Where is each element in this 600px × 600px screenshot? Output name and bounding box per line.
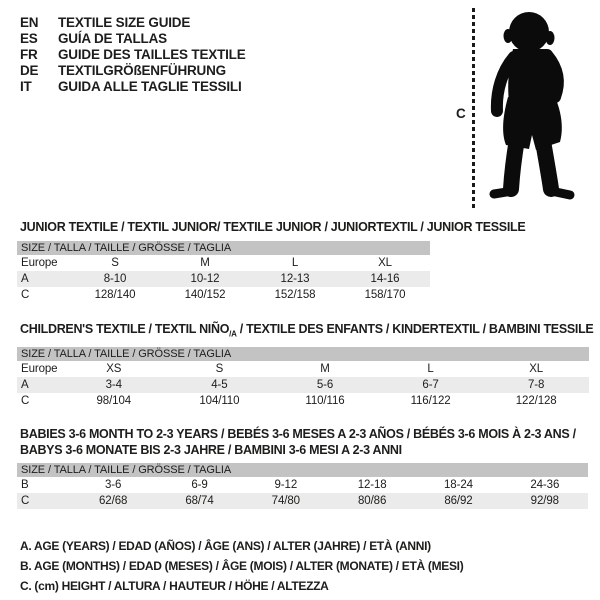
- table-cell: 6-9: [191, 479, 208, 491]
- table-row-age: [17, 377, 589, 393]
- lang-row-it: [20, 79, 246, 95]
- table-cell: XL: [378, 257, 392, 269]
- table-cell: 122/128: [515, 395, 557, 407]
- table-cell: S: [215, 363, 224, 375]
- lang-row-en: [20, 15, 246, 31]
- table-cell: 3-4: [105, 379, 122, 391]
- table-cell: 14-16: [370, 273, 400, 285]
- lang-code: IT: [20, 79, 32, 94]
- lang-label: GUIDA ALLE TAGLIE TESSILI: [58, 79, 242, 94]
- babies-title-line1: BABIES 3-6 MONTH TO 2-3 YEARS / BEBÉS 3-6 MESES A 2-3 AÑOS / BÉBÉS 3-6 MOIS À 2-3 ANS /: [20, 427, 576, 441]
- table-cell: 10-12: [190, 273, 220, 285]
- row-label: Europe: [21, 257, 58, 269]
- table-row-europe: [17, 361, 589, 377]
- table-cell: 12-18: [357, 479, 387, 491]
- row-label: A: [21, 379, 29, 391]
- lang-row-fr: [20, 47, 246, 63]
- size-band: SIZE / TALLA / TAILLE / GRÖSSE / TAGLIA: [17, 463, 588, 477]
- table-cell: 12-13: [280, 273, 310, 285]
- table-cell: 140/152: [184, 289, 226, 301]
- table-cell: 116/122: [410, 395, 451, 407]
- babies-textile-table: [17, 463, 588, 509]
- table-cell: 24-36: [530, 479, 560, 491]
- lang-code: EN: [20, 15, 39, 30]
- footnote-age-years: A. AGE (YEARS) / EDAD (AÑOS) / ÂGE (ANS) / ALTER (JAHRE) / ETÀ (ANNI): [20, 539, 431, 553]
- size-band: SIZE / TALLA / TAILLE / GRÖSSE / TAGLIA: [17, 241, 430, 255]
- table-cell: 3-6: [105, 479, 122, 491]
- table-row-age: [17, 271, 430, 287]
- table-cell: 152/158: [274, 289, 316, 301]
- table-cell: 8-10: [103, 273, 127, 285]
- footnote-age-months: B. AGE (MONTHS) / EDAD (MESES) / ÂGE (MOIS) / ALTER (MONATE) / ETÀ (MESI): [20, 559, 464, 573]
- row-label: B: [21, 479, 29, 491]
- table-cell: 92/98: [530, 495, 559, 507]
- babies-title-line2: BABYS 3-6 MONATE BIS 2-3 JAHRE / BAMBINI 3-6 MESI A 2-3 ANNI: [20, 443, 402, 457]
- table-row-height: [17, 393, 589, 409]
- row-label: C: [21, 495, 30, 507]
- size-band: SIZE / TALLA / TAILLE / GRÖSSE / TAGLIA: [17, 347, 589, 361]
- lang-label: TEXTILE SIZE GUIDE: [58, 15, 191, 30]
- table-cell: L: [291, 257, 299, 269]
- table-cell: L: [427, 363, 434, 375]
- table-cell: 5-6: [316, 379, 334, 391]
- table-cell: 80/86: [358, 495, 387, 507]
- lang-label: TEXTILGRÖßENFÜHRUNG: [58, 63, 226, 78]
- table-cell: 68/74: [185, 495, 214, 507]
- table-cell: M: [200, 257, 210, 269]
- table-row-months: [17, 477, 588, 493]
- table-cell: M: [320, 363, 330, 375]
- lang-label: GUIDE DES TAILLES TEXTILE: [58, 47, 246, 62]
- row-label: Europe: [21, 363, 58, 375]
- children-table-title: [20, 321, 593, 343]
- table-cell: 104/110: [199, 395, 240, 407]
- table-cell: 98/104: [96, 395, 132, 407]
- row-label: C: [21, 395, 30, 407]
- lang-row-es: [20, 31, 246, 47]
- lang-code: FR: [20, 47, 38, 62]
- table-cell: 74/80: [271, 495, 300, 507]
- table-cell: 110/116: [305, 395, 345, 407]
- table-cell: XL: [529, 363, 544, 375]
- table-cell: 62/68: [99, 495, 128, 507]
- lang-row-de: [20, 63, 246, 79]
- table-cell: 158/170: [364, 289, 406, 301]
- height-measure-dashed-line: [472, 8, 475, 208]
- row-label: A: [21, 273, 29, 285]
- height-measure-label: C: [456, 106, 466, 121]
- table-cell: 18-24: [444, 479, 473, 491]
- junior-table-title: JUNIOR TEXTILE / TEXTIL JUNIOR/ TEXTILE JUNIOR / JUNIORTEXTIL / JUNIOR TESSILE: [20, 220, 526, 234]
- table-cell: 9-12: [274, 479, 298, 491]
- table-cell: XS: [106, 363, 122, 375]
- table-row-height: [17, 287, 430, 303]
- junior-textile-table: [17, 241, 430, 303]
- babies-table-title: [20, 426, 576, 458]
- language-title-block: [20, 15, 246, 95]
- lang-code: DE: [20, 63, 39, 78]
- table-cell: 86/92: [444, 495, 473, 507]
- baby-silhouette-icon: [482, 9, 582, 209]
- table-row-europe: [17, 255, 430, 271]
- table-cell: 128/140: [94, 289, 136, 301]
- lang-label: GUÍA DE TALLAS: [58, 31, 167, 46]
- children-title-pre: CHILDREN'S TEXTILE / TEXTIL NIÑO: [20, 322, 230, 336]
- children-title-post: / TEXTILE DES ENFANTS / KINDERTEXTIL / BAMBINI TESSILE: [236, 322, 594, 336]
- footnote-height: C. (cm) HEIGHT / ALTURA / HAUTEUR / HÖHE / ALTEZZA: [20, 579, 329, 593]
- lang-code: ES: [20, 31, 38, 46]
- table-cell: S: [111, 257, 119, 269]
- childrens-textile-table: [17, 347, 589, 409]
- row-label: C: [21, 289, 30, 301]
- children-title-sub: /A: [229, 329, 237, 339]
- table-cell: 4-5: [211, 379, 228, 391]
- table-cell: 6-7: [422, 379, 439, 391]
- footnotes: [20, 536, 463, 596]
- table-row-height: [17, 493, 588, 509]
- table-cell: 7-8: [528, 379, 545, 391]
